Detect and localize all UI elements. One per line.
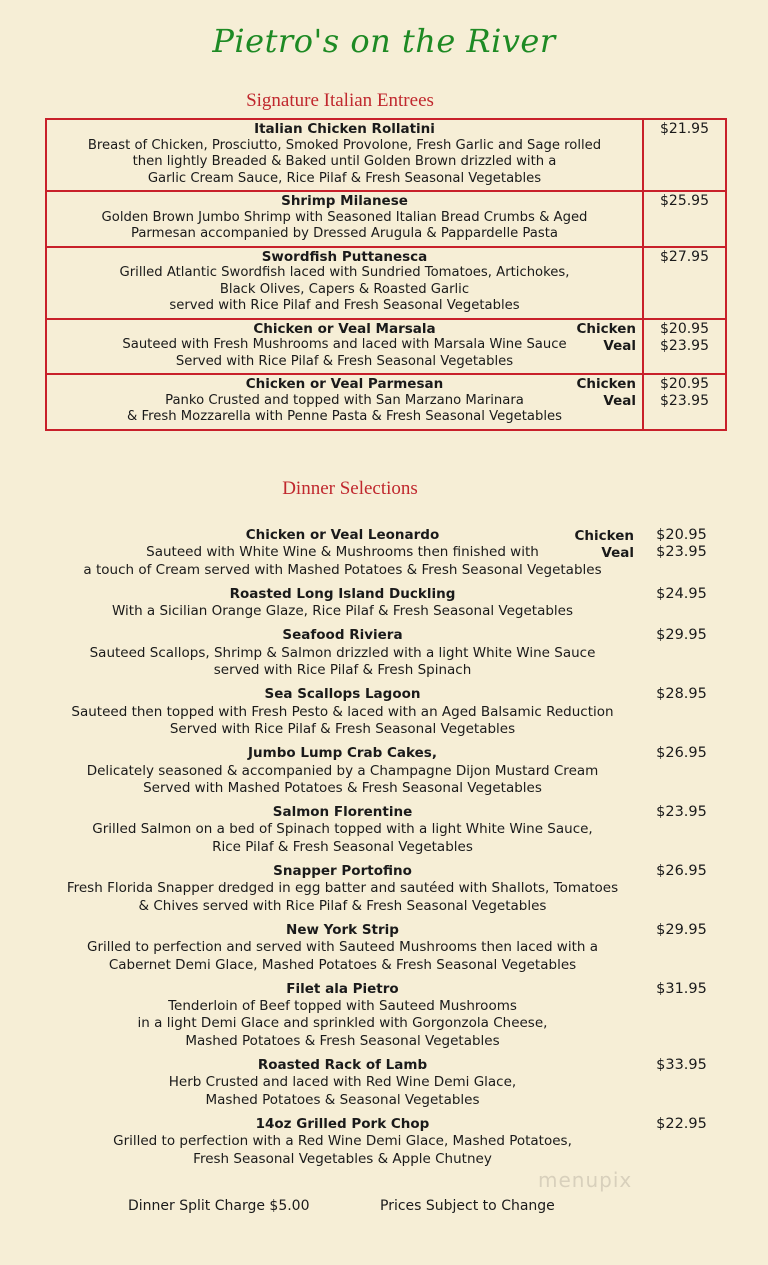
menu-item-price <box>640 922 723 974</box>
menu-item <box>45 1057 723 1109</box>
price-value: $29.95 <box>656 921 707 938</box>
dish-description-line: Breast of Chicken, Prosciutto, Smoked Provolone, Fresh Garlic and Sage rolled <box>87 137 602 153</box>
price-value: $29.95 <box>656 627 707 644</box>
menu-item-price <box>640 863 723 915</box>
menu-item-description <box>45 804 640 856</box>
dish-description-line: Tenderloin of Beef topped with Sauteed Mushrooms <box>168 998 517 1015</box>
dish-name: Roasted Long Island Duckling <box>229 585 456 602</box>
dish-description-line: Grilled Atlantic Swordfish laced with Sundried Tomatoes, Artichokes, <box>119 265 570 280</box>
menu-item-description <box>45 627 640 679</box>
price-value: $20.95 <box>660 376 709 392</box>
dish-name: Jumbo Lump Crab Cakes, <box>248 745 437 762</box>
dish-name: Sea Scallops Lagoon <box>264 686 421 703</box>
menu-item <box>45 804 723 856</box>
price-value: $26.95 <box>656 745 707 762</box>
menu-item-price <box>644 248 725 318</box>
dish-description-line: Grilled to perfection with a Red Wine Demi Glace, Mashed Potatoes, <box>113 1133 572 1150</box>
menu-item-description <box>47 120 644 190</box>
dish-description-line: & Chives served with Rice Pilaf & Fresh Seasonal Vegetables <box>138 897 547 914</box>
option-label-chicken: Chicken <box>576 320 636 337</box>
menu-item-description <box>47 192 644 246</box>
signature-entrees-table <box>45 118 727 431</box>
menu-item-price <box>640 527 723 579</box>
price-value: $26.95 <box>656 863 707 880</box>
menu-item <box>45 527 723 579</box>
dish-description-line: Served with Rice Pilaf & Fresh Seasonal Vegetables <box>169 720 516 737</box>
dish-description-line: & Fresh Mozzarella with Penne Pasta & Fresh Seasonal Vegetables <box>127 409 562 424</box>
dish-description-line: Fresh Florida Snapper dredged in egg batter and sautéed with Shallots, Tomatoes <box>66 880 619 897</box>
menu-item-description <box>45 586 640 621</box>
dish-description-line: served with Rice Pilaf & Fresh Spinach <box>213 662 472 679</box>
menu-item <box>47 320 725 376</box>
dish-name: Salmon Florentine <box>272 804 413 821</box>
dish-description-line: served with Rice Pilaf and Fresh Seasonal Vegetables <box>169 298 520 313</box>
dish-name: Filet ala Pietro <box>286 980 399 997</box>
option-label-veal: Veal <box>603 393 636 409</box>
dish-description-line: Sauteed then topped with Fresh Pesto & laced with an Aged Balsamic Reduction <box>71 703 614 720</box>
dish-description-line: Black Olives, Capers & Roasted Garlic <box>219 281 470 297</box>
menu-item <box>47 120 725 192</box>
split-charge-note: Dinner Split Charge $5.00 <box>128 1198 310 1214</box>
dish-name: Chicken or Veal Leonardo <box>245 527 440 543</box>
dish-name: Italian Chicken Rollatini <box>254 121 435 137</box>
dish-name: Roasted Rack of Lamb <box>257 1057 428 1074</box>
menu-item <box>45 863 723 915</box>
dish-description-line: Garlic Cream Sauce, Rice Pilaf & Fresh Seasonal Vegetables <box>147 170 542 186</box>
menu-item-description <box>45 863 640 915</box>
menu-item-price <box>644 120 725 190</box>
dish-description-line: Rice Pilaf & Fresh Seasonal Vegetables <box>212 838 473 855</box>
price-value: $24.95 <box>656 585 707 602</box>
dish-description-line: Golden Brown Jumbo Shrimp with Seasoned Italian Bread Crumbs & Aged <box>101 209 588 225</box>
price-value: $33.95 <box>656 1057 707 1074</box>
price-value: $20.95 <box>656 527 707 543</box>
menu-item-price <box>640 981 723 1050</box>
menu-item <box>47 248 725 320</box>
menu-item-price <box>640 1057 723 1109</box>
price-value: $20.95 <box>660 320 709 337</box>
dish-description-line: Cabernet Demi Glace, Mashed Potatoes & Fresh Seasonal Vegetables <box>108 956 577 973</box>
menupix-watermark: menupix <box>538 1168 633 1192</box>
menu-item-description <box>47 248 644 318</box>
price-value: $22.95 <box>656 1115 707 1132</box>
menu-item <box>45 686 723 738</box>
price-value: $27.95 <box>660 248 709 265</box>
menu-item-description <box>45 981 640 1050</box>
dish-description-line: Parmesan accompanied by Dressed Arugula & Pappardelle Pasta <box>130 226 558 241</box>
dish-description-line: a touch of Cream served with Mashed Potatoes & Fresh Seasonal Vegetables <box>83 561 602 578</box>
menu-item <box>47 192 725 248</box>
dish-description-line: in a light Demi Glace and sprinkled with Gorgonzola Cheese, <box>137 1015 548 1032</box>
menu-item-description <box>45 527 640 579</box>
dish-description-line: Sauteed with White Wine & Mushrooms then finished with <box>146 544 539 561</box>
menu-item-price <box>640 1116 723 1168</box>
menu-item <box>45 745 723 797</box>
menu-item-description <box>45 1116 640 1168</box>
option-label-chicken: Chicken <box>574 528 634 544</box>
menu-item <box>45 981 723 1050</box>
price-value: $28.95 <box>656 686 707 703</box>
menu-item-price <box>640 745 723 797</box>
menu-item <box>45 922 723 974</box>
dish-description-line: Served with Rice Pilaf & Fresh Seasonal Vegetables <box>175 353 514 369</box>
price-value: $23.95 <box>660 393 709 409</box>
dish-description-line: Fresh Seasonal Vegetables & Apple Chutney <box>193 1150 492 1167</box>
menu-item <box>45 1116 723 1168</box>
dish-description-line: With a Sicilian Orange Glaze, Rice Pilaf & Fresh Seasonal Vegetables <box>111 603 573 620</box>
dish-description-line: Mashed Potatoes & Fresh Seasonal Vegetables <box>185 1032 500 1049</box>
price-value: $23.95 <box>656 804 707 821</box>
menu-item-description <box>45 922 640 974</box>
dish-name: 14oz Grilled Pork Chop <box>255 1115 430 1132</box>
menu-item <box>45 627 723 679</box>
dish-name: Seafood Riviera <box>282 627 403 644</box>
price-value: $23.95 <box>660 337 709 354</box>
dish-description-line: Panko Crusted and topped with San Marzano Marinara <box>165 392 524 408</box>
menu-item-description <box>47 375 644 429</box>
dish-name: Chicken or Veal Parmesan <box>245 376 444 392</box>
menu-item <box>47 375 725 429</box>
menu-item-price <box>644 375 725 429</box>
dinner-selections-list <box>45 527 723 1175</box>
prices-note: Prices Subject to Change <box>380 1198 555 1214</box>
price-value: $23.95 <box>656 544 707 561</box>
price-value: $21.95 <box>660 121 709 137</box>
dish-name: Chicken or Veal Marsala <box>253 320 436 337</box>
menu-item-price <box>640 586 723 621</box>
dish-description-line: Herb Crusted and laced with Red Wine Demi Glace, <box>168 1074 517 1091</box>
menu-item-price <box>640 627 723 679</box>
menu-item-price <box>640 804 723 856</box>
dish-name: Snapper Portofino <box>273 863 412 880</box>
menu-item-description <box>47 320 644 374</box>
dinner-heading: Dinner Selections <box>282 478 418 499</box>
menu-item-price <box>644 192 725 246</box>
dish-name: Shrimp Milanese <box>281 193 408 209</box>
dish-description-line: Grilled to perfection and served with Sauteed Mushrooms then laced with a <box>86 939 599 956</box>
menu-item-description <box>45 745 640 797</box>
menu-item-description <box>45 1057 640 1109</box>
dish-description-line: Grilled Salmon on a bed of Spinach topped with a light White Wine Sauce, <box>92 821 593 838</box>
dish-description-line: Sauteed with Fresh Mushrooms and laced with Marsala Wine Sauce <box>122 337 567 352</box>
dish-description-line: Delicately seasoned & accompanied by a Champagne Dijon Mustard Cream <box>86 762 599 779</box>
dish-name: New York Strip <box>286 921 399 938</box>
dish-description-line: Mashed Potatoes & Seasonal Vegetables <box>205 1091 480 1108</box>
price-value: $25.95 <box>660 193 709 209</box>
price-value: $31.95 <box>656 980 707 997</box>
signature-heading: Signature Italian Entrees <box>246 90 434 111</box>
dish-description-line: Sauteed Scallops, Shrimp & Salmon drizzled with a light White Wine Sauce <box>89 644 596 661</box>
menu-item-price <box>640 686 723 738</box>
menu-item-description <box>45 686 640 738</box>
dish-name: Swordfish Puttanesca <box>261 248 428 265</box>
dish-description-line: then lightly Breaded & Baked until Golden Brown drizzled with a <box>132 154 557 169</box>
option-label-veal: Veal <box>603 337 636 354</box>
option-label-veal: Veal <box>601 545 634 561</box>
menu-item <box>45 586 723 621</box>
restaurant-title: Pietro's on the River <box>212 22 556 60</box>
dish-description-line: Served with Mashed Potatoes & Fresh Seasonal Vegetables <box>143 779 542 796</box>
menu-item-price <box>644 320 725 374</box>
option-label-chicken: Chicken <box>576 376 636 392</box>
